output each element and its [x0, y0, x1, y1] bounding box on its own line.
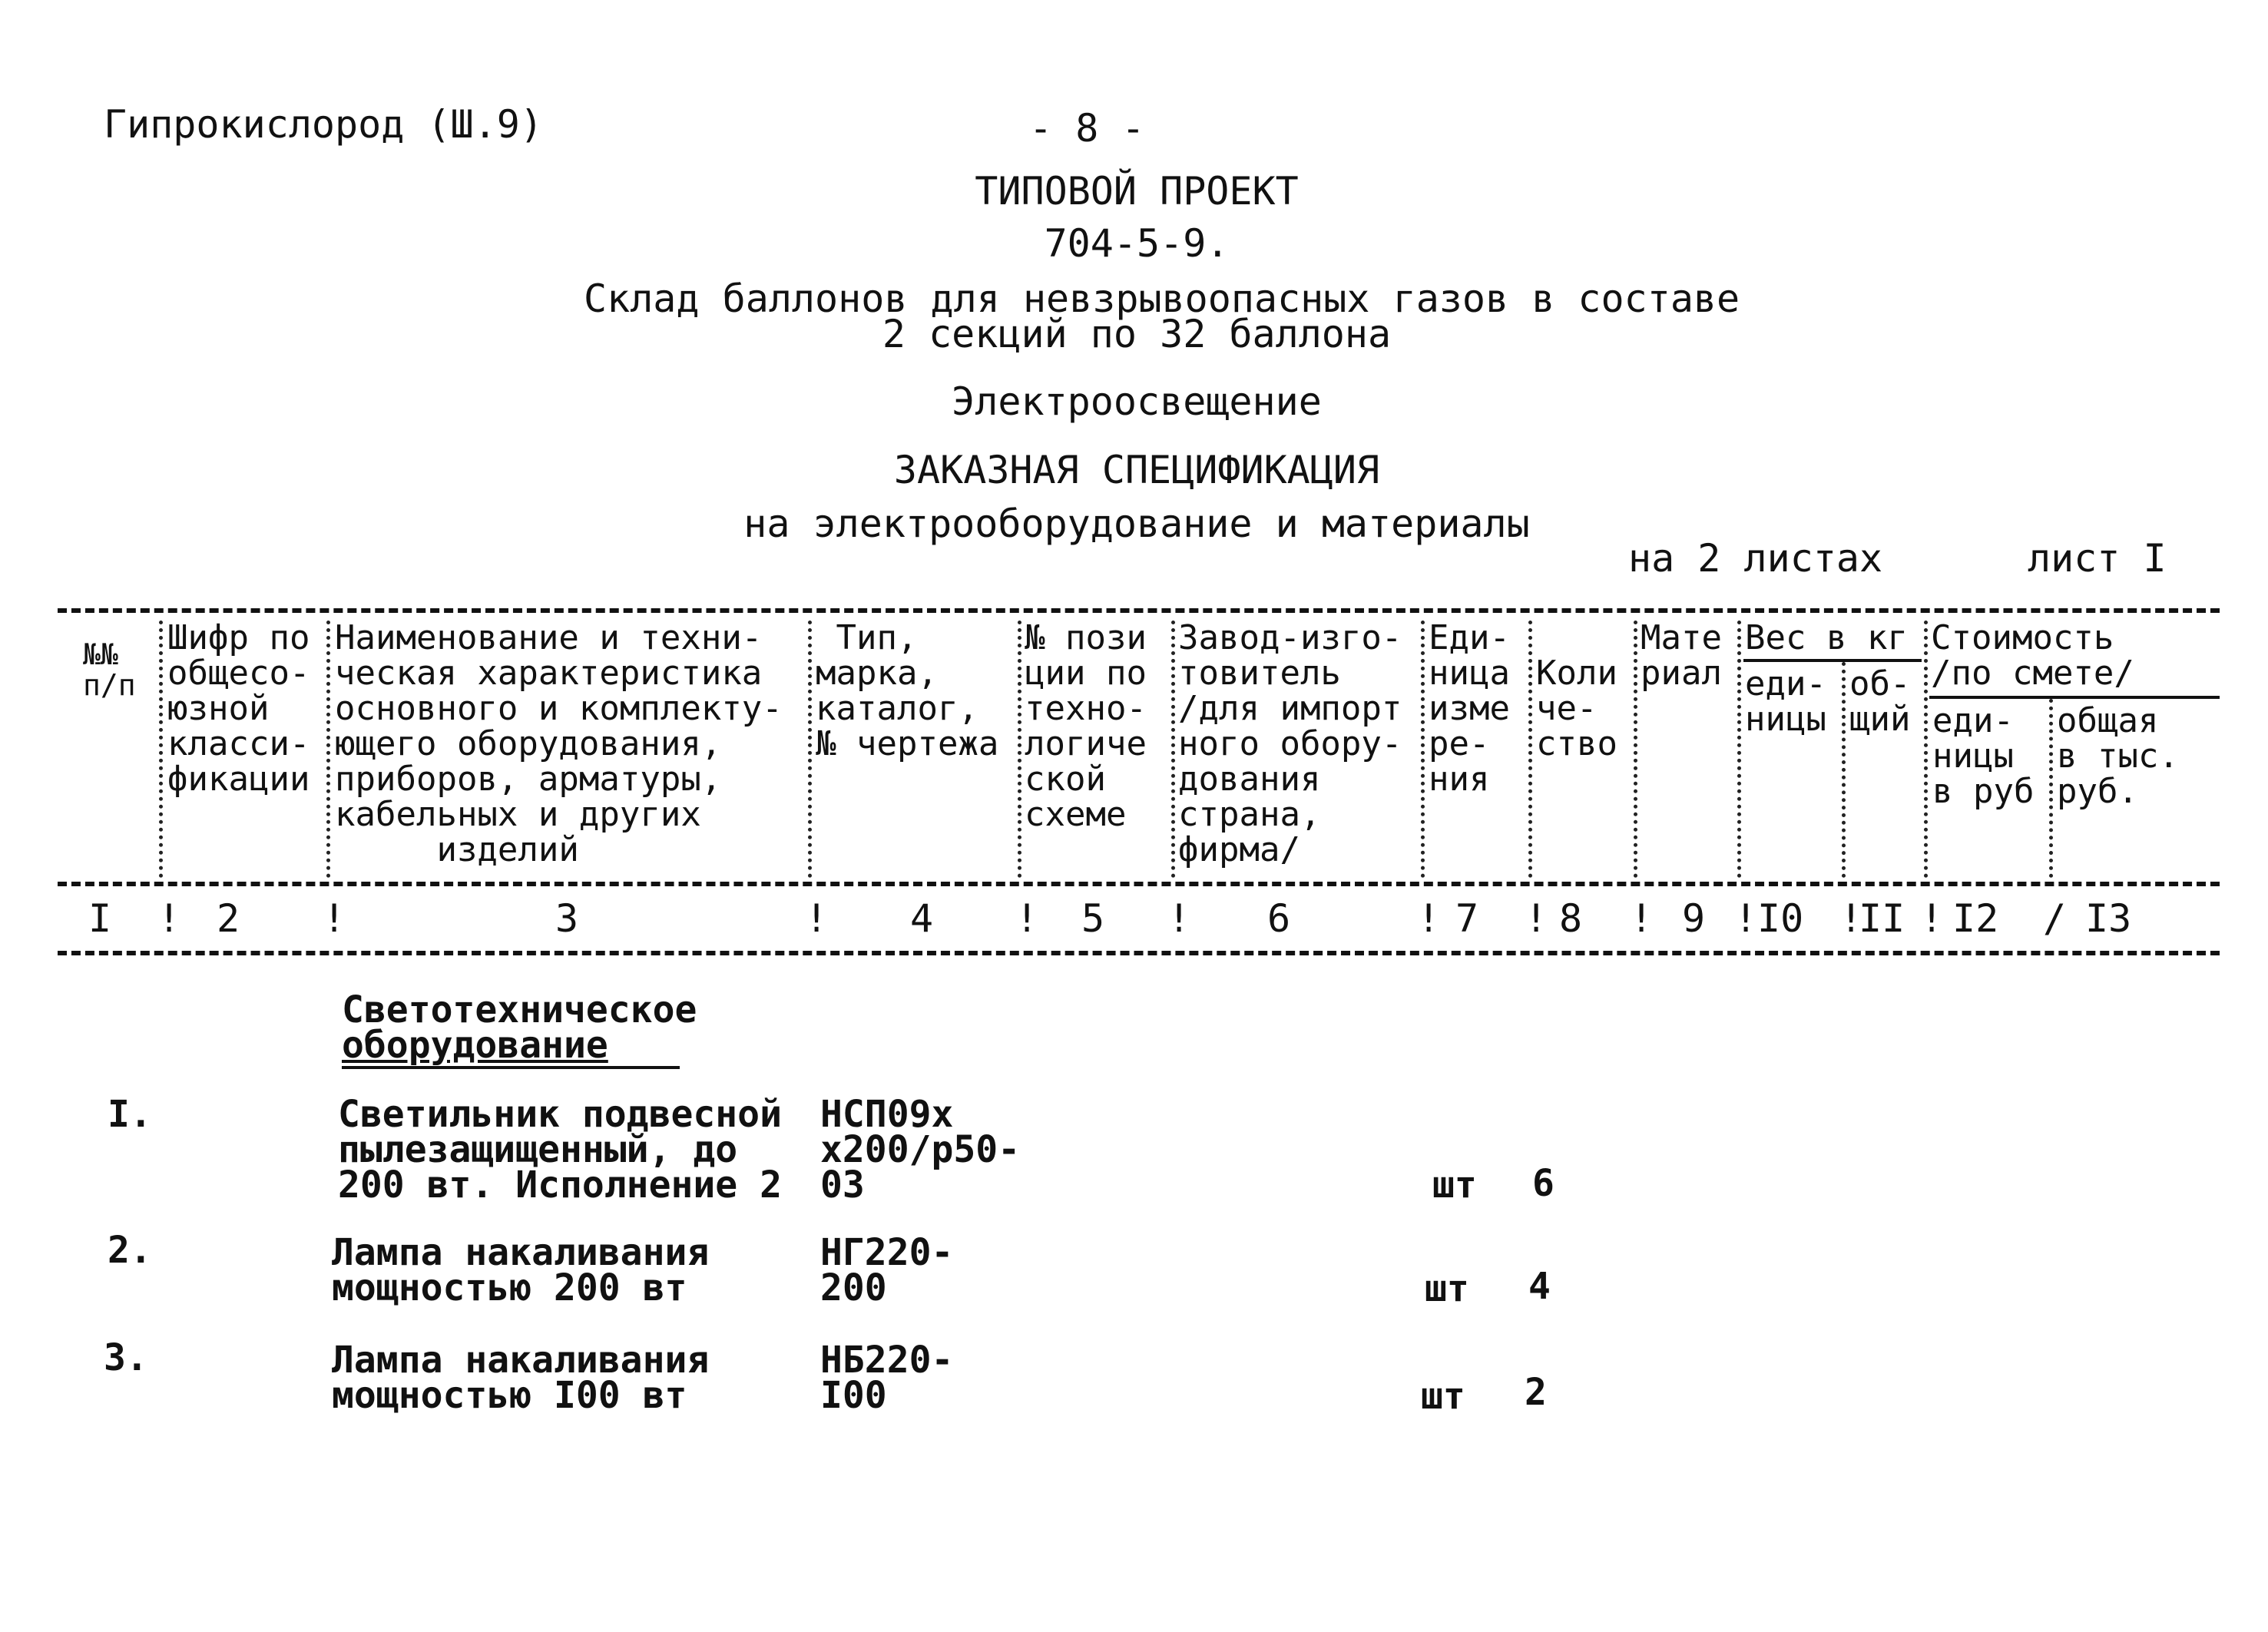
table-row-quantity: 6	[1532, 1162, 1554, 1205]
column-number: I	[88, 896, 112, 941]
table-row-quantity: 4	[1528, 1265, 1551, 1308]
table-row-unit: шт	[1425, 1267, 1469, 1310]
number-row-separator: !	[805, 896, 829, 941]
column-number: 2	[217, 896, 240, 941]
column-separator	[326, 621, 330, 878]
column-header-number: №№ п/п	[83, 637, 136, 702]
column-header-manufacturer: Завод-изго- товитель /для импорт ного обору- дования страна, фирма/	[1178, 618, 1402, 869]
column-separator	[1842, 662, 1846, 878]
section-title-underlined: оборудование	[342, 1024, 608, 1067]
title-line-2: 2 секций по 32 баллона	[882, 312, 1392, 356]
column-header-unit: Еди- ница изме ре- ния	[1429, 618, 1510, 799]
sheets-total: на 2 листах	[1628, 536, 1883, 581]
column-number: 5	[1081, 896, 1105, 941]
weight-subheader-rule	[1743, 659, 1922, 662]
column-header-quantity: Коли че- ство	[1536, 654, 1617, 763]
column-header-cost-total: общая в тыс. руб.	[2057, 701, 2179, 811]
column-number: 9	[1682, 896, 1706, 941]
column-number: 6	[1267, 896, 1291, 941]
project-number: 704-5-9.	[1044, 221, 1230, 266]
column-separator	[159, 621, 163, 878]
table-row-unit: шт	[1432, 1164, 1477, 1207]
column-separator	[1018, 621, 1021, 878]
number-row-separator: !	[157, 896, 181, 941]
cost-subheader-rule	[1929, 696, 2220, 699]
table-row-number: 2.	[108, 1229, 152, 1272]
table-row-name: Лампа накаливания мощностью 200 вт	[332, 1231, 710, 1309]
table-row-type: НСП09х х200/р50- 03	[820, 1093, 1021, 1207]
column-number: II	[1859, 896, 1905, 941]
column-header-name: Наименование и техни- ческая характеристика основного и комплекту- ющего оборудования, приборов, арматуры, кабельных и других изделий	[335, 618, 783, 869]
number-row-separator: !	[323, 896, 346, 941]
table-row-quantity: 2	[1525, 1371, 1547, 1414]
column-separator	[1171, 621, 1175, 878]
column-number: 8	[1559, 896, 1583, 941]
number-row-separator: /	[2043, 896, 2067, 941]
number-row-separator: !	[1417, 896, 1441, 941]
title-line-1: Склад баллонов для невзрывоопасных газов в составе	[584, 276, 1740, 321]
number-row-separator: !	[1920, 896, 1944, 941]
sheet-number: лист I	[2028, 536, 2167, 581]
page-number: - 8 -	[1029, 106, 1145, 151]
table-row-unit: шт	[1421, 1375, 1465, 1418]
table-top-rule	[58, 608, 2220, 613]
table-row-number: I.	[108, 1093, 152, 1136]
column-separator	[1421, 621, 1425, 878]
column-number: 4	[910, 896, 934, 941]
table-row-type: НГ220- 200	[820, 1231, 954, 1309]
number-row-separator: !	[1015, 896, 1039, 941]
column-header-material: Мате риал	[1641, 618, 1722, 693]
column-header-weight-total: об- щий	[1849, 664, 1911, 739]
table-row-name: Светильник подвесной пылезащищенный, до 200 вт. Исполнение 2	[338, 1093, 782, 1207]
column-header-cost-unit: еди- ницы в руб	[1932, 701, 2035, 811]
column-number: I2	[1952, 896, 1999, 941]
number-row-separator: !	[1525, 896, 1548, 941]
column-separator	[1528, 621, 1532, 878]
column-header-weight: Вес в кг	[1745, 618, 1908, 657]
column-number: 3	[555, 896, 579, 941]
column-number: I3	[2085, 896, 2132, 941]
table-row-number: 3.	[104, 1336, 148, 1379]
column-number: I0	[1757, 896, 1804, 941]
number-row-separator: !	[1167, 896, 1191, 941]
column-number: 7	[1455, 896, 1479, 941]
column-separator	[1634, 621, 1637, 878]
column-separator	[1737, 621, 1741, 878]
column-separator	[808, 621, 812, 878]
column-header-type: Тип, марка, каталог, № чертежа	[816, 618, 999, 763]
document-subject: на электрооборудование и материалы	[743, 502, 1530, 546]
organization-code: Гипрокислород (Ш.9)	[104, 102, 543, 147]
document-type: ЗАКАЗНАЯ СПЕЦИФИКАЦИЯ	[893, 448, 1380, 492]
column-header-weight-unit: еди- ницы	[1745, 664, 1826, 739]
column-separator	[2049, 699, 2053, 878]
number-row-separator: !	[1734, 896, 1758, 941]
column-header-classification-code: Шифр по общесо- юзной класси- фикации	[167, 618, 310, 799]
number-row-separator: !	[1630, 896, 1654, 941]
number-row-separator: !	[1839, 896, 1863, 941]
table-row-name: Лампа накаливания мощностью I00 вт	[332, 1339, 710, 1417]
section-title-underline	[342, 1066, 680, 1069]
table-row-type: НБ220- I00	[820, 1339, 954, 1417]
section-name: Электроосвещение	[952, 379, 1322, 424]
column-header-cost: Стоимость /по смете/	[1931, 618, 2134, 693]
table-numbers-bottom-rule	[58, 951, 2220, 955]
section-title: Светотехническое	[342, 988, 697, 1031]
table-header-bottom-rule	[58, 882, 2220, 886]
column-separator	[1924, 621, 1928, 878]
project-label: ТИПОВОЙ ПРОЕКТ	[975, 169, 1299, 214]
column-header-position: № пози ции по техно- логиче ской схеме	[1025, 618, 1147, 834]
